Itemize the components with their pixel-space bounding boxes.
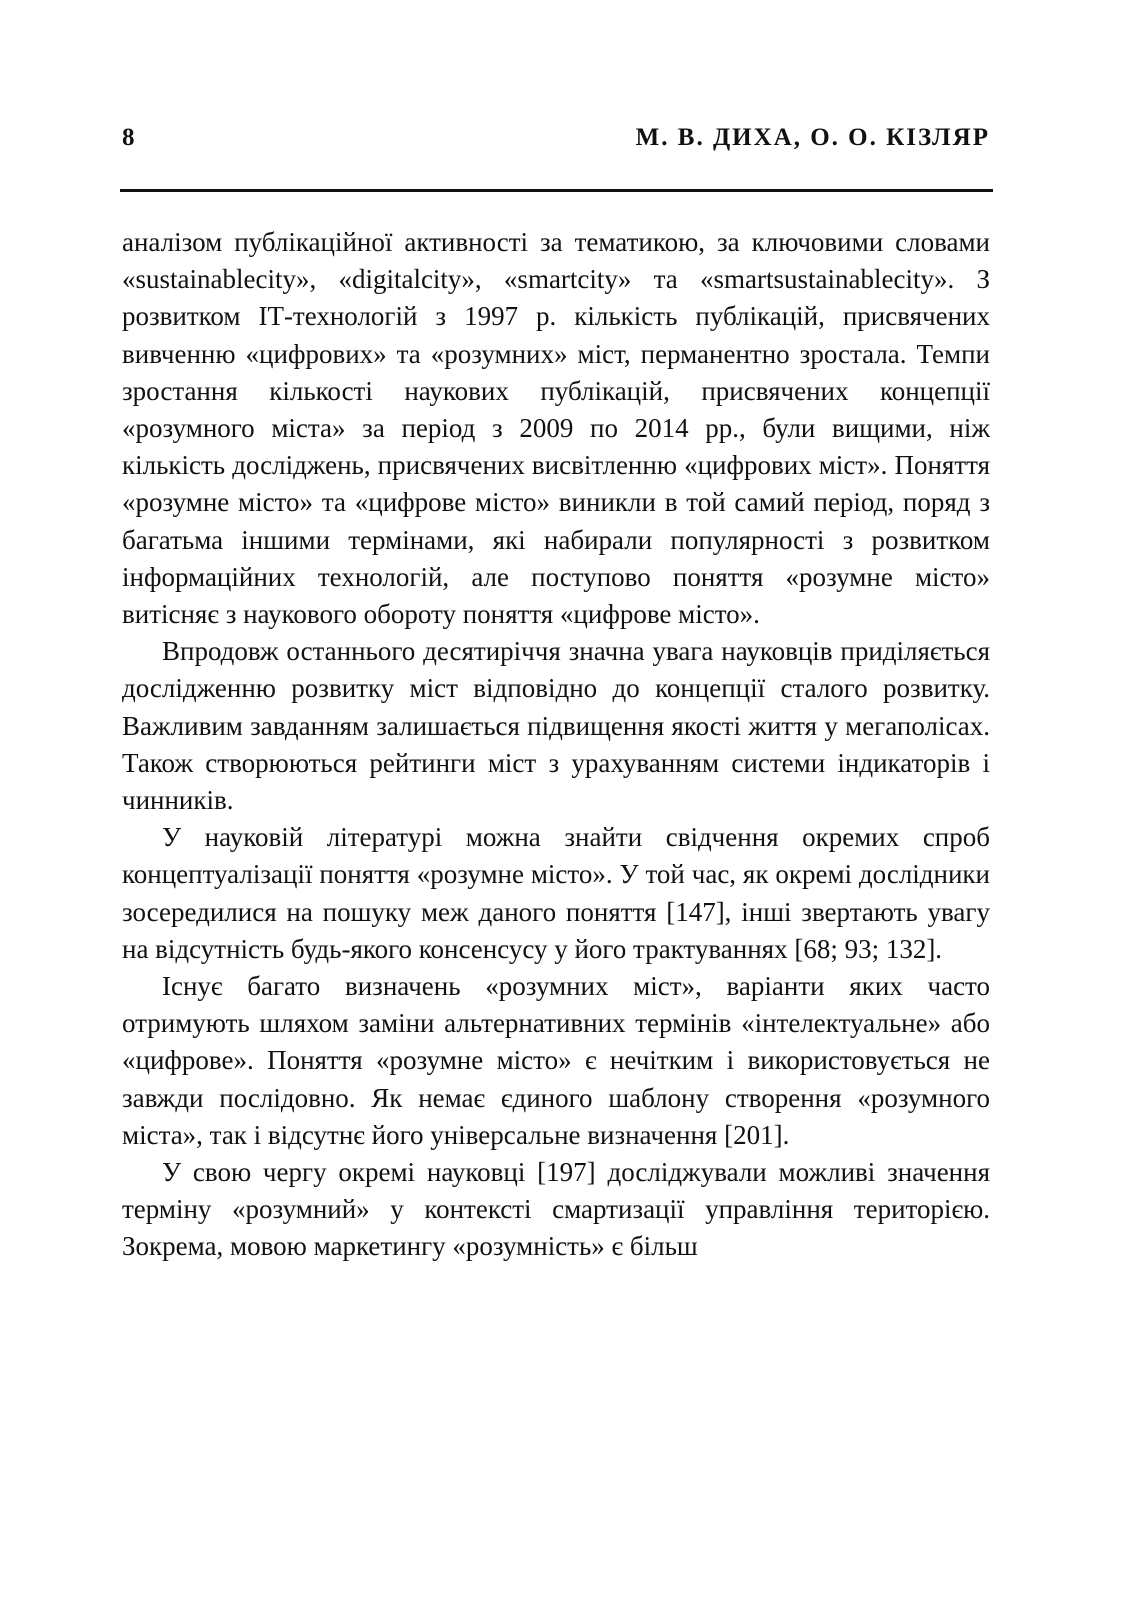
paragraph: Існує багато визначень «розумних міст», варіанти яких часто отримують шляхом заміни альтернативних термінів «інтелектуальне» або «цифрове». Поняття «розумне місто» є нечітким і використовується не завжди послідовно. Як немає єдиного шаблону створення «розумного міста», так і відсутнє його універсальне визначення [201]. bbox=[122, 971, 990, 1150]
paragraph: У науковій літературі можна знайти свідчення окремих спроб концептуалізації поняття «розумне місто». У той час, як окремі дослідники зосередилися на пошуку меж даного поняття [147], інші звертають увагу на відсутність будь-якого консенсусу у його трактуваннях [68; 93; 132]. bbox=[122, 822, 990, 964]
running-head bbox=[122, 124, 990, 164]
running-head-authors: М. В. ДИХА, О. О. КІЗЛЯР bbox=[635, 124, 990, 151]
paragraph: аналізом публікаційної активності за тематикою, за ключовими словами «sustainablecity», «digitalcity», «smartcity» та «smartsustainablecity». З розвитком ІТ-технологій з 1997 р. кількість публікацій, присвячених вивченню «цифрових» та «розумних» міст, перманентно зростала. Темпи зростання кількості наукових публікацій, присвячених концепції «розумного міста» за період з 2009 по 2014 рр., були вищими, ніж кількість досліджень, присвячених висвітленню «цифрових міст». Поняття «розумне місто» та «цифрове місто» виникли в той самий період, поряд з багатьма іншими термінами, які набирали популярності з розвитком інформаційних технологій, але поступово поняття «розумне місто» витісняє з наукового обороту поняття «цифрове місто». bbox=[122, 227, 990, 630]
page-number: 8 bbox=[122, 124, 135, 151]
paragraph: У свою чергу окремі науковці [197] досліджували можливі значення терміну «розумний» у контексті смартизації управління територією. Зокрема, мовою маркетингу «розумність» є більш bbox=[122, 1157, 990, 1262]
header-divider bbox=[120, 189, 993, 192]
body-text bbox=[122, 224, 990, 1266]
paragraph: Впродовж останнього десятиріччя значна увага науковців приділяється дослідженню розвитку міст відповідно до концепції сталого розвитку. Важливим завданням залишається підвищення якості життя у мегаполісах. Також створюються рейтинги міст з урахуванням системи індикаторів і чинників. bbox=[122, 636, 990, 816]
